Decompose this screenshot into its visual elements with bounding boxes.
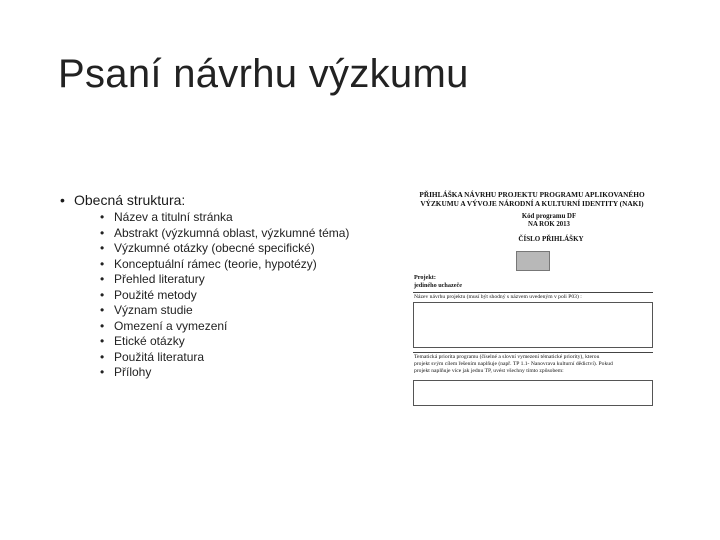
bullet-dot-icon: • <box>100 287 105 302</box>
form-project-subtitle: jediného uchazeče <box>414 281 462 289</box>
list-item <box>100 303 349 319</box>
list-item <box>100 241 349 257</box>
form-priority-field <box>413 380 653 406</box>
bullet-dot-icon: • <box>100 334 105 348</box>
list-item <box>100 257 349 273</box>
list-item <box>100 334 349 350</box>
form-name-field <box>413 302 653 348</box>
bullet-dot-icon: • <box>100 241 105 255</box>
sub-bullet-list <box>100 210 349 381</box>
list-item <box>100 226 349 242</box>
bullet-dot-icon: • <box>100 225 105 240</box>
main-bullet <box>60 192 185 208</box>
list-item <box>100 350 349 366</box>
list-item-text: Etické otázky <box>114 334 185 348</box>
form-name-caption: Název návrhu projektu (musí být shodný s názvem uvedeným v poli P03) : <box>414 294 582 300</box>
bullet-dot-icon: • <box>100 272 105 286</box>
bullet-dot-icon: • <box>100 210 105 224</box>
list-item <box>100 365 349 381</box>
form-priority-line-3: projekt naplňuje více jak jednu TP, uvést všechny tímto způsobem: <box>414 368 564 374</box>
list-item-text: Použité metody <box>114 287 197 302</box>
form-priority-line-1: Tematická priorita programu (číselné a slovní vymezení tématické priority), kterou <box>414 354 600 360</box>
bullet-dot-icon: • <box>100 256 105 271</box>
form-divider <box>413 292 653 293</box>
list-item-text: Abstrakt (výzkumná oblast, výzkumné téma) <box>114 225 350 240</box>
main-bullet-text: Obecná struktura: <box>74 192 186 208</box>
form-code-line-2: NA ROK 2013 <box>528 221 570 228</box>
list-item-text: Význam studie <box>114 303 193 317</box>
list-item-text: Konceptuální rámec (teorie, hypotézy) <box>114 256 317 271</box>
form-header-line-1: PŘIHLÁŠKA NÁVRHU PROJEKTU PROGRAMU APLIKOVANÉHO <box>419 190 645 199</box>
list-item <box>100 272 349 288</box>
bullet-dot-icon: • <box>100 303 105 317</box>
list-item <box>100 319 349 335</box>
form-code-line-1: Kód programu DF <box>521 213 577 220</box>
form-header-line-2: VÝZKUMU A VÝVOJE NÁRODNÍ A KULTURNÍ IDENTITY (NAKI) <box>420 199 644 208</box>
form-priority-line-2: projekt svým cílem řešením naplňuje (např. TP 1.1- Nanovrava kulturní dědictví). Pokud <box>414 361 613 367</box>
application-form-image <box>408 186 656 408</box>
bullet-dot-icon: • <box>100 365 105 379</box>
form-application-number-label: ČÍSLO PŘIHLÁŠKY <box>518 235 584 243</box>
application-number-box <box>516 251 550 271</box>
list-item-text: Název a titulní stránka <box>114 210 233 224</box>
bullet-dot-icon: • <box>100 318 105 333</box>
list-item-text: Přehled literatury <box>114 272 205 286</box>
list-item <box>100 210 349 226</box>
list-item-text: Použitá literatura <box>114 349 205 364</box>
form-project-title: Projekt: <box>414 274 436 281</box>
form-divider <box>413 352 653 353</box>
list-item-text: Výzkumné otázky (obecné specifické) <box>114 241 315 255</box>
bullet-dot-icon: • <box>100 349 105 364</box>
list-item <box>100 288 349 304</box>
list-item-text: Přílohy <box>114 365 152 379</box>
form-project-label <box>414 274 462 289</box>
form-header <box>408 190 656 208</box>
form-program-code <box>408 213 656 229</box>
bullet-dot-icon: • <box>60 192 65 208</box>
slide-title: Psaní návrhu výzkumu <box>58 52 469 96</box>
list-item-text: Omezení a vymezení <box>114 318 228 333</box>
